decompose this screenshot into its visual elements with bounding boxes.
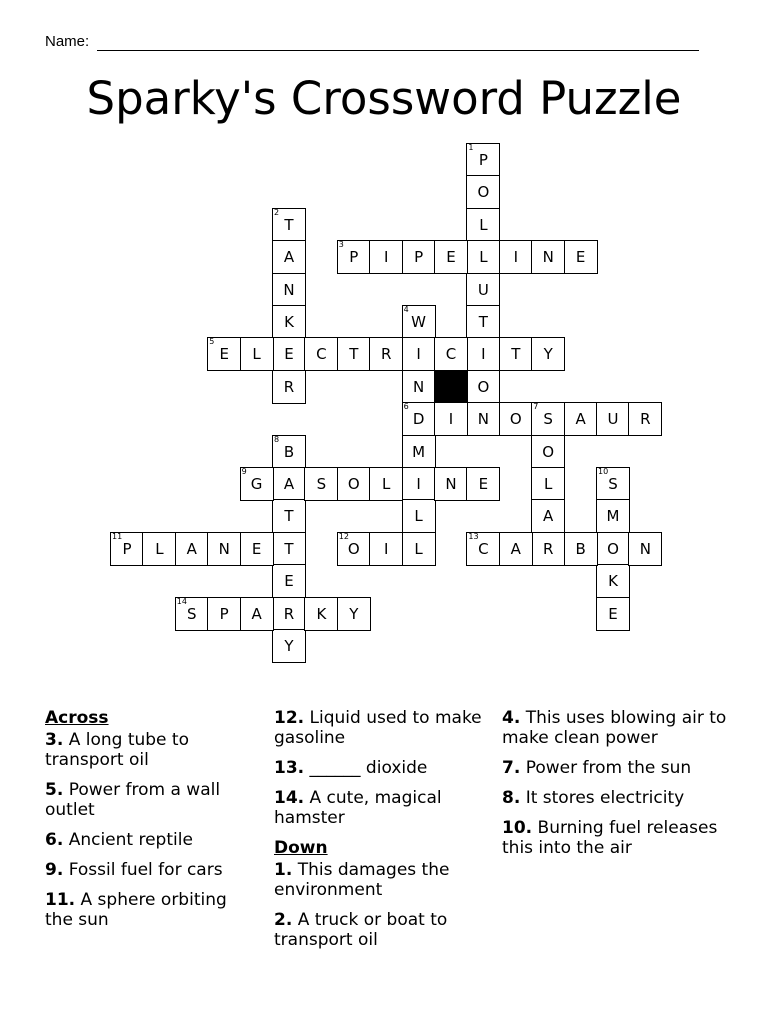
clue-number-label: 4.	[502, 708, 521, 728]
clue-item	[502, 788, 727, 808]
crossword-cell[interactable]	[596, 467, 630, 501]
crossword-cell[interactable]	[531, 499, 565, 533]
crossword-cell[interactable]	[272, 629, 306, 663]
cell-letter: W	[411, 313, 427, 331]
cell-letter: B	[575, 539, 586, 558]
cell-letter: A	[283, 248, 295, 267]
cell-letter: I	[416, 475, 421, 493]
crossword-cell[interactable]	[596, 402, 630, 436]
crossword-cell[interactable]	[337, 532, 371, 566]
crossword-cell[interactable]	[240, 532, 274, 566]
crossword-cell[interactable]	[272, 337, 306, 371]
cell-letter: L	[479, 215, 488, 234]
clue-text: Fossil fuel for cars	[63, 860, 223, 880]
clue-item	[502, 758, 727, 778]
clue-text: Power from a wall outlet	[45, 780, 221, 820]
crossword-cell[interactable]	[466, 402, 500, 436]
crossword-cell[interactable]	[272, 499, 306, 533]
clue-text: It stores electricity	[520, 788, 685, 808]
cell-letter: A	[510, 539, 521, 558]
clue-number: 14	[176, 596, 187, 606]
clue-number: 6	[403, 402, 409, 412]
clue-number-label: 7.	[502, 758, 521, 778]
clue-text: ______ dioxide	[304, 758, 428, 778]
crossword-cell[interactable]	[596, 564, 630, 598]
cell-letter: I	[416, 345, 421, 364]
cell-letter: E	[446, 248, 456, 267]
crossword-cell[interactable]	[272, 467, 306, 501]
clue-item	[274, 708, 489, 748]
cell-letter: O	[509, 410, 522, 429]
clue-number: 1	[468, 143, 474, 152]
across-heading: Across	[45, 708, 109, 728]
cell-letter: I	[513, 248, 519, 267]
crossword-cell[interactable]	[531, 435, 565, 469]
clue-text: Burning fuel releases this into the air	[502, 818, 718, 858]
crossword-cell[interactable]	[337, 597, 371, 631]
crossword-cell[interactable]	[337, 337, 371, 371]
crossword-cell[interactable]	[402, 467, 436, 501]
cell-letter: A	[186, 539, 197, 558]
clue-number-label: 8.	[502, 788, 521, 808]
cell-letter: T	[511, 345, 521, 364]
cell-letter: O	[542, 442, 555, 461]
crossword-cell[interactable]	[466, 143, 500, 177]
crossword-cell[interactable]	[466, 305, 500, 339]
cell-letter: E	[608, 604, 618, 623]
cell-letter: R	[542, 539, 554, 558]
cell-letter: N	[445, 475, 457, 493]
cell-letter: G	[250, 475, 263, 493]
crossword-cell[interactable]	[142, 532, 176, 566]
cell-letter: N	[639, 539, 651, 558]
cell-letter: T	[284, 507, 294, 526]
cell-letter: T	[349, 345, 359, 364]
clue-number-label: 6.	[45, 830, 64, 850]
cell-letter: C	[445, 345, 457, 364]
clue-number: 10	[598, 467, 609, 476]
cell-letter: R	[640, 410, 651, 429]
clue-number: 3	[338, 240, 344, 250]
crossword-cell[interactable]	[240, 597, 274, 631]
cell-letter: T	[284, 539, 294, 558]
clue-number-label: 11.	[45, 890, 76, 910]
cell-letter: T	[284, 215, 294, 234]
cell-letter: M	[606, 507, 620, 526]
crossword-cell[interactable]	[628, 402, 662, 436]
clue-text: Ancient reptile	[63, 830, 193, 850]
cell-letter: Y	[349, 604, 359, 623]
crossword-cell[interactable]	[628, 532, 662, 566]
crossword-cell[interactable]	[402, 337, 436, 371]
cell-letter: P	[122, 539, 132, 558]
cell-letter: P	[349, 248, 359, 267]
crossword-cell[interactable]	[402, 240, 436, 274]
crossword-cell[interactable]	[434, 402, 468, 436]
crossword-cell[interactable]	[272, 532, 306, 566]
clue-number-label: 9.	[45, 860, 64, 880]
clue-number-label: 12.	[274, 708, 305, 728]
crossword-cell[interactable]	[499, 402, 533, 436]
down-heading: Down	[274, 838, 328, 858]
crossword-cell[interactable]	[499, 532, 533, 566]
crossword-cell[interactable]	[531, 240, 565, 274]
cell-letter: K	[284, 313, 294, 331]
clue-number: 13	[468, 531, 479, 541]
cell-letter: E	[219, 345, 229, 364]
crossword-cell[interactable]	[564, 532, 598, 566]
crossword-cell[interactable]	[499, 240, 533, 274]
cell-letter: Y	[284, 637, 294, 655]
clue-number: 8	[274, 434, 280, 444]
cell-letter: I	[448, 410, 454, 429]
clue-number: 7	[533, 402, 539, 412]
clues-column-1	[45, 708, 260, 940]
cell-letter: N	[412, 377, 425, 396]
clues-column-3	[502, 708, 727, 868]
cell-letter: S	[316, 475, 327, 493]
crossword-cell[interactable]	[596, 532, 630, 566]
crossword-cell[interactable]	[272, 305, 306, 339]
clue-number-label: 14.	[274, 788, 305, 808]
crossword-cell[interactable]	[531, 337, 565, 371]
crossword-cell[interactable]	[272, 597, 306, 631]
cell-letter: L	[155, 539, 164, 558]
clue-item	[274, 788, 489, 828]
cell-letter: N	[283, 280, 295, 299]
clue-item	[45, 780, 260, 820]
cell-letter: L	[544, 475, 553, 493]
crossword-cell[interactable]	[272, 208, 306, 242]
crossword-cell[interactable]	[175, 532, 209, 566]
crossword-cell[interactable]	[499, 337, 533, 371]
cell-letter: Y	[543, 345, 553, 364]
cell-letter: I	[481, 345, 486, 364]
cell-letter: E	[284, 572, 294, 591]
cell-letter: C	[478, 539, 489, 558]
crossword-cell[interactable]	[272, 435, 306, 469]
cell-letter: L	[414, 507, 423, 526]
cell-letter: S	[608, 475, 618, 493]
cell-letter: S	[187, 604, 197, 623]
cell-letter: O	[477, 183, 490, 202]
clue-item	[502, 708, 727, 748]
cell-letter: N	[218, 539, 230, 558]
clue-item	[274, 860, 489, 900]
clue-text: A long tube to transport oil	[45, 730, 189, 770]
crossword-cell[interactable]	[272, 273, 306, 307]
clue-number-label: 3.	[45, 730, 64, 750]
crossword-cell[interactable]	[240, 467, 274, 501]
clue-text: This uses blowing air to make clean power	[502, 708, 727, 748]
clue-text: A cute, magical hamster	[274, 788, 442, 828]
clue-number-label: 10.	[502, 818, 533, 838]
crossword-cell[interactable]	[434, 240, 468, 274]
cell-letter: U	[607, 410, 619, 429]
clue-item	[502, 818, 727, 858]
crossword-cell[interactable]	[175, 597, 209, 631]
crossword-cell[interactable]	[434, 337, 468, 371]
cell-letter: A	[251, 604, 262, 623]
clues-column-2	[274, 708, 489, 960]
crossword-cell[interactable]	[304, 337, 338, 371]
cell-letter: I	[383, 248, 389, 267]
crossword-cell[interactable]	[466, 208, 500, 242]
clue-item	[45, 860, 260, 880]
crossword-cell[interactable]	[304, 467, 338, 501]
cell-letter: E	[251, 539, 262, 558]
cell-letter: A	[543, 507, 554, 526]
crossword-cell[interactable]	[402, 435, 436, 469]
crossword-cell[interactable]	[207, 337, 241, 371]
crossword-cell[interactable]	[304, 597, 338, 631]
cell-letter: N	[542, 248, 554, 267]
cell-letter: R	[283, 377, 295, 396]
crossword-cell[interactable]	[466, 273, 500, 307]
page-title: Sparky's Crossword Puzzle	[86, 72, 682, 125]
clue-number: 2	[274, 207, 280, 217]
crossword-cell[interactable]	[531, 467, 565, 501]
crossword-cell[interactable]	[402, 370, 436, 404]
crossword-cell[interactable]	[466, 175, 500, 209]
cell-letter: A	[283, 475, 295, 493]
clue-number: 9	[241, 467, 247, 476]
clue-item	[45, 890, 260, 930]
cell-letter: R	[380, 345, 392, 364]
crossword-cell[interactable]	[596, 499, 630, 533]
cell-letter: P	[478, 151, 488, 169]
cell-letter: P	[219, 604, 229, 623]
clue-number: 4	[403, 305, 409, 314]
cell-letter: T	[478, 313, 488, 331]
cell-letter: A	[575, 410, 586, 429]
cell-letter: I	[383, 539, 389, 558]
clue-number: 11	[112, 531, 123, 541]
crossword-block	[434, 370, 468, 404]
cell-letter: O	[607, 539, 619, 558]
clue-text: Power from the sun	[520, 758, 692, 778]
crossword-cell[interactable]	[369, 532, 403, 566]
cell-letter: L	[382, 475, 391, 493]
cell-letter: L	[414, 539, 423, 558]
clue-item	[45, 830, 260, 850]
clue-number: 5	[209, 337, 215, 347]
cell-letter: R	[283, 604, 295, 623]
cell-letter: S	[543, 410, 553, 429]
cell-letter: N	[477, 410, 489, 429]
cell-letter: P	[414, 248, 424, 267]
cell-letter: M	[412, 442, 426, 461]
cell-letter: E	[478, 475, 489, 493]
clue-number: 12	[338, 531, 349, 541]
crossword-cell[interactable]	[272, 370, 306, 404]
crossword-cell[interactable]	[402, 532, 436, 566]
crossword-cell[interactable]	[531, 402, 565, 436]
cell-letter: O	[477, 377, 490, 396]
clue-item	[274, 910, 489, 950]
clue-text: A sphere orbiting the sun	[45, 890, 227, 930]
clue-text: Liquid used to make gasoline	[274, 708, 482, 748]
crossword-cell[interactable]	[337, 467, 371, 501]
crossword-cell[interactable]	[596, 597, 630, 631]
crossword-cell[interactable]	[207, 597, 241, 631]
clue-number-label: 5.	[45, 780, 64, 800]
crossword-cell[interactable]	[402, 305, 436, 339]
crossword-cell[interactable]	[402, 402, 436, 436]
crossword-cell[interactable]	[466, 240, 500, 274]
crossword-cell[interactable]	[466, 532, 500, 566]
crossword-cell[interactable]	[564, 402, 598, 436]
crossword-cell[interactable]	[207, 532, 241, 566]
crossword-cell[interactable]	[272, 240, 306, 274]
crossword-cell[interactable]	[272, 564, 306, 598]
cell-letter: O	[347, 539, 360, 558]
cell-letter: L	[252, 345, 261, 364]
cell-letter: K	[316, 604, 327, 623]
crossword-cell[interactable]	[564, 240, 598, 274]
cell-letter: E	[284, 345, 294, 364]
clue-number-label: 13.	[274, 758, 305, 778]
crossword-cell[interactable]	[466, 337, 500, 371]
cell-letter: B	[283, 442, 295, 461]
crossword-cell[interactable]	[466, 370, 500, 404]
cell-letter: L	[479, 248, 488, 267]
cell-letter: E	[575, 248, 586, 267]
crossword-cell[interactable]	[369, 240, 403, 274]
clue-item	[45, 730, 260, 770]
clue-item	[274, 758, 489, 778]
cell-letter: K	[608, 572, 618, 591]
clue-text: A truck or boat to transport oil	[274, 910, 448, 950]
cell-letter: C	[316, 345, 327, 364]
cell-letter: U	[477, 280, 489, 299]
cell-letter: O	[347, 475, 360, 493]
clue-number-label: 1.	[274, 860, 293, 880]
crossword-cell[interactable]	[369, 467, 403, 501]
crossword-cell[interactable]	[434, 467, 468, 501]
crossword-cell[interactable]	[240, 337, 274, 371]
name-label: Name:	[45, 33, 90, 50]
cell-letter: D	[412, 410, 425, 429]
crossword-cell[interactable]	[337, 240, 371, 274]
crossword-cell[interactable]	[531, 532, 565, 566]
clue-text: This damages the environment	[274, 860, 450, 900]
crossword-cell[interactable]	[402, 499, 436, 533]
crossword-cell[interactable]	[466, 467, 500, 501]
crossword-cell[interactable]	[369, 337, 403, 371]
clue-number-label: 2.	[274, 910, 293, 930]
crossword-cell[interactable]	[110, 532, 144, 566]
